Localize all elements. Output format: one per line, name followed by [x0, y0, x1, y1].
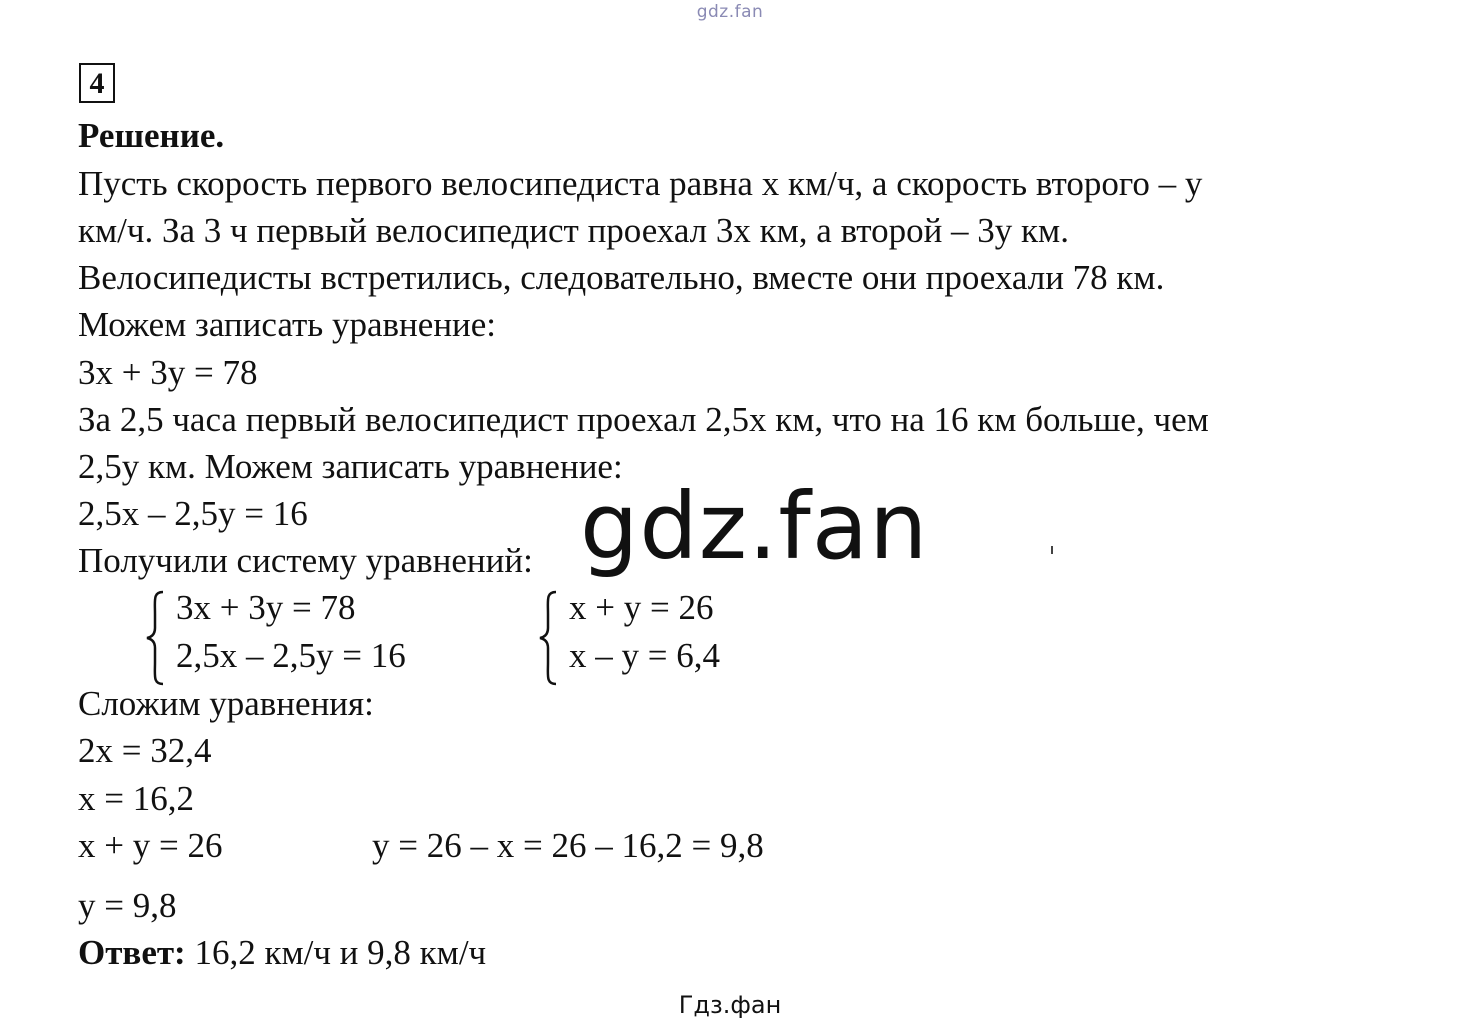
equation-line-1: 3x + 3y = 78 [78, 353, 258, 392]
left-system-eq-2: 2,5x – 2,5y = 16 [176, 636, 406, 675]
left-system-eq-1: 3x + 3y = 78 [176, 588, 356, 627]
right-system-brace [538, 590, 558, 686]
text-line-1: Пусть скорость первого велосипедиста равна x км/ч, а скорость второго – y [78, 164, 1203, 203]
task-number-box: 4 [79, 63, 115, 103]
right-system-eq-2: x – y = 6,4 [569, 636, 720, 675]
top-watermark: gdz.fan [696, 2, 764, 22]
substitution-left: x + y = 26 [78, 826, 223, 865]
left-system-brace [145, 590, 165, 686]
text-line-6: 2,5y км. Можем записать уравнение: [78, 447, 623, 486]
text-line-4: Можем записать уравнение: [78, 305, 497, 344]
equation-line-2: 2,5x – 2,5y = 16 [78, 494, 308, 533]
center-watermark: gdz.fan [580, 473, 929, 580]
y-result: y = 9,8 [78, 886, 177, 925]
text-line-5: За 2,5 часа первый велосипедист проехал 2,5x км, что на 16 км больше, чем [78, 400, 1209, 439]
equation-line-3: 2x = 32,4 [78, 731, 212, 770]
text-line-7: Получили систему уравнений: [78, 541, 533, 580]
solution-heading: Решение. [78, 116, 225, 155]
equation-line-4: x = 16,2 [78, 779, 194, 818]
text-line-2: км/ч. За 3 ч первый велосипедист проехал 3x км, а второй – 3y км. [78, 211, 1069, 250]
text-line-8: Сложим уравнения: [78, 684, 374, 723]
answer-value: 16,2 км/ч и 9,8 км/ч [194, 933, 487, 972]
answer-label: Ответ: [78, 933, 186, 972]
text-line-3: Велосипедисты встретились, следовательно, вместе они проехали 78 км. [78, 258, 1165, 297]
right-system-eq-1: x + y = 26 [569, 588, 714, 627]
answer-line [78, 933, 486, 973]
stray-mark [1047, 546, 1053, 554]
bottom-watermark: Гдз.фан [678, 991, 782, 1019]
substitution-right: y = 26 – x = 26 – 16,2 = 9,8 [372, 826, 764, 865]
